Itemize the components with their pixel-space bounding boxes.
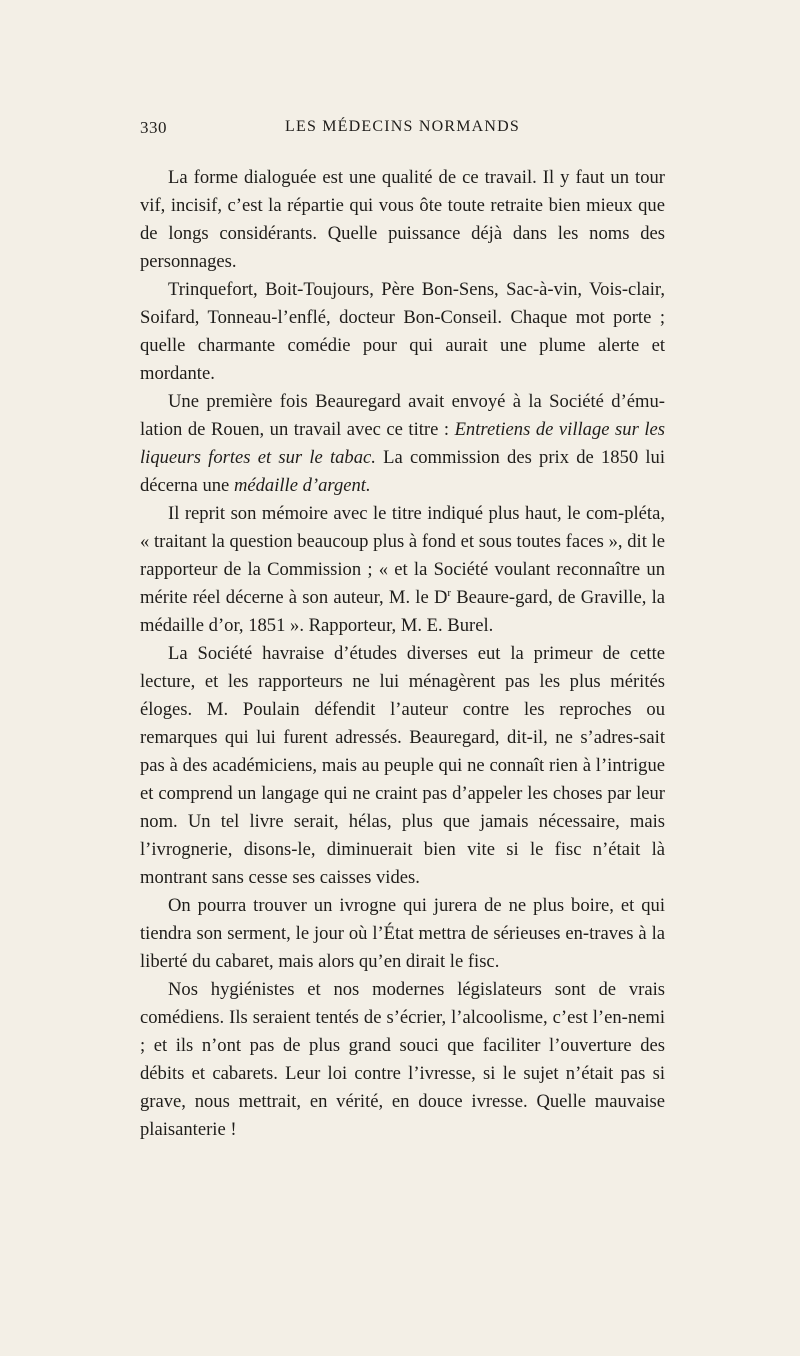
paragraph-4-text-a: Il reprit son mémoire avec le titre indiqué plus haut, le com-pléta, « traitant la question beaucoup plus à fond et sous toutes faces », dit le rapporteur de la Commission ; « et la Société voulant reconnaître un mérite réel décerne à son auteur, M. le D — [140, 503, 665, 608]
paragraph-4-text-b: Beaure-gard, de Graville, la médaille d’or, 1851 ». Rapporteur, M. E. Burel. — [140, 587, 665, 636]
superscript-r: r — [447, 586, 452, 599]
paragraph-7: Nos hygiénistes et nos modernes législateurs sont de vrais comédiens. Ils seraient tentés de s’écrier, l’alcoolisme, c’est l’en-nemi ; et ils n’ont pas de plus grand souci que faciliter l’ouverture des débits et cabarets. Leur loi contre l’ivresse, si le sujet n’était pas si grave, nous mettrait, en vérité, en douce ivresse. Quelle mauvaise plaisanterie ! — [140, 979, 665, 1140]
running-head — [140, 118, 665, 142]
paragraph-4 — [140, 500, 665, 640]
paragraph-3 — [140, 388, 665, 500]
paragraph-5: La Société havraise d’études diverses eut la primeur de cette lecture, et les rapporteurs ne lui ménagèrent pas les plus mérités éloges. M. Poulain défendit l’auteur contre les reproches ou remarques qui lui furent adressés. Beauregard, dit-il, ne s’adres-sait pas à des académiciens, mais au peuple qui ne connaît rien à l’intrigue et comprend un langage qui ne craint pas d’appeler les choses par leur nom. Un tel livre serait, hélas, plus que jamais nécessaire, mais l’ivrognerie, disons-le, diminuerait bien vite si le fisc n’était là montrant sans cesse ses caisses vides. — [140, 643, 665, 888]
page-number: 330 — [140, 118, 167, 137]
medal-italic: médaille d’argent. — [233, 475, 371, 496]
paragraph-2: Trinquefort, Boit-Toujours, Père Bon-Sens, Sac-à-vin, Vois-clair, Soifard, Tonneau-l’enflé, docteur Bon-Conseil. Chaque mot porte ; quelle charmante comédie pour qui aurait une plume alerte et mordante. — [140, 279, 665, 384]
body-text — [140, 164, 665, 1144]
paragraph-1: La forme dialoguée est une qualité de ce travail. Il y faut un tour vif, incisif, c’est la répartie qui vous ôte toute retraite bien mieux que de longs considérants. Quelle puissance déjà dans les noms des personnages. — [140, 167, 665, 272]
work-title-italic: Entretiens de village sur les liqueurs fortes et sur le tabac. — [140, 419, 665, 468]
paragraph-3-text-b: La commission des prix de 1850 lui décerna une — [140, 447, 665, 496]
paragraph-3-text-a: Une première fois Beauregard avait envoyé à la Société d’ému-lation de Rouen, un travail avec ce titre : — [140, 391, 665, 440]
paragraph-6: On pourra trouver un ivrogne qui jurera de ne plus boire, et qui tiendra son serment, le jour où l’État mettra de sérieuses en-traves à la liberté du cabaret, mais alors qu’en dirait le fisc. — [140, 895, 665, 972]
running-title: LES MÉDECINS NORMANDS — [285, 118, 520, 135]
